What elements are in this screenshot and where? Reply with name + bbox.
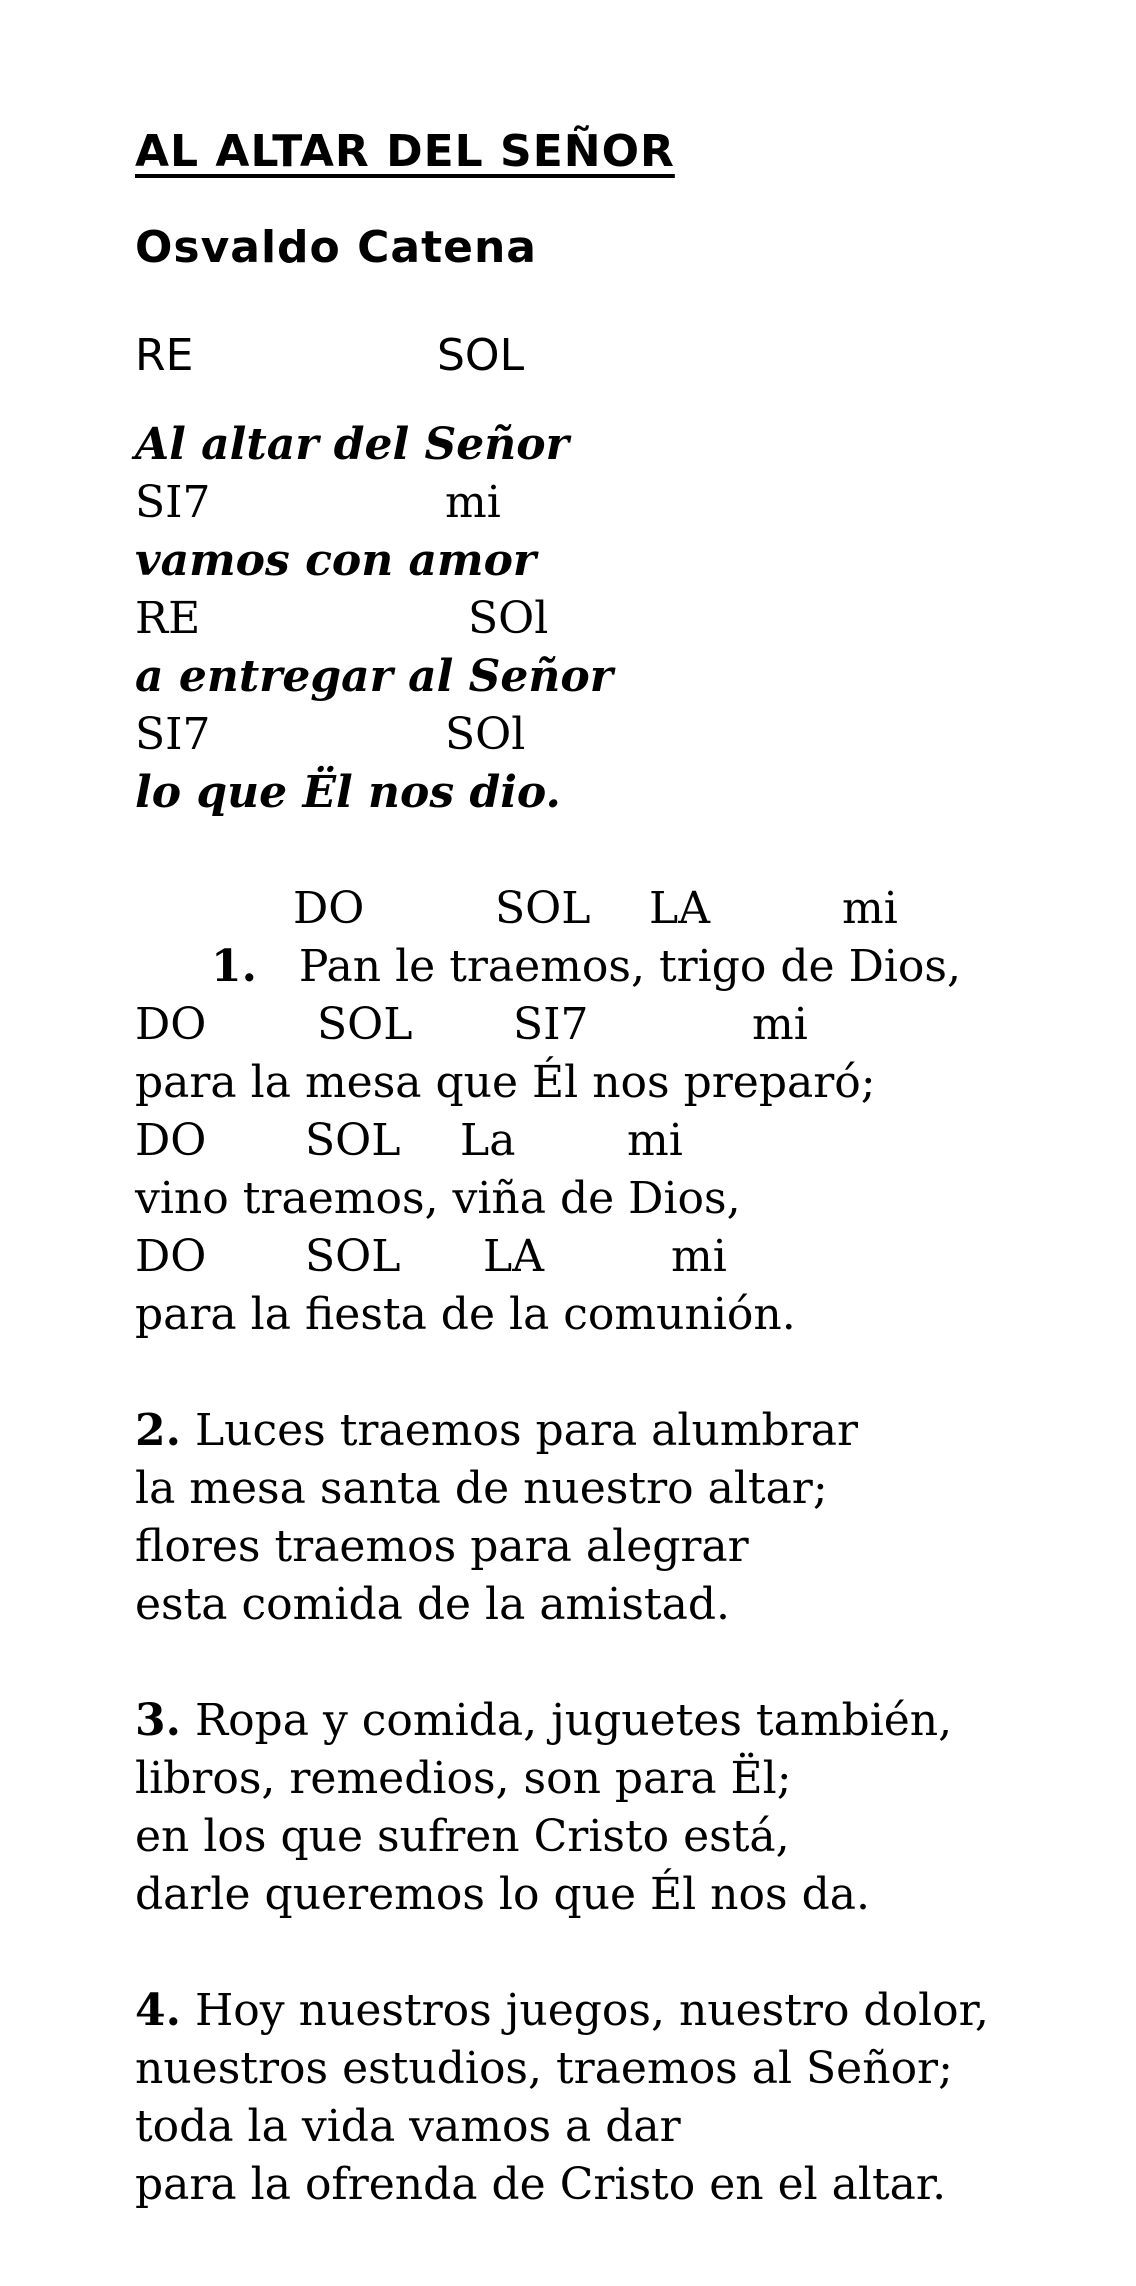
chord: LA <box>649 883 710 934</box>
chord: SI7 <box>135 709 211 760</box>
chord: SI7 <box>135 477 211 528</box>
chord: DO <box>135 1115 207 1166</box>
verse-number: 4. <box>135 1985 181 2036</box>
chord: mi <box>752 999 808 1050</box>
verse-line: darle queremos lo que Él nos da. <box>135 1869 870 1920</box>
verse-line <box>135 1982 989 2040</box>
verse-number: 3. <box>135 1695 181 1746</box>
song-title: AL ALTAR DEL SEÑOR <box>135 126 675 177</box>
verse-line <box>135 1692 952 1750</box>
intro-chord: RE <box>135 330 194 381</box>
chorus-line: vamos con amor <box>135 535 537 586</box>
chord: DO <box>135 1231 207 1282</box>
chord: DO <box>135 999 207 1050</box>
verse-line: en los que sufren Cristo está, <box>135 1811 790 1862</box>
chorus-line: lo que Ël nos dio. <box>135 767 561 818</box>
verse-text: Hoy nuestros juegos, nuestro dolor, <box>194 1985 989 2036</box>
chord: SI7 <box>513 999 589 1050</box>
chord: mi <box>627 1115 683 1166</box>
verse-text: Luces traemos para alumbrar <box>194 1405 858 1456</box>
chord: RE <box>135 593 201 644</box>
verse-line: vino traemos, viña de Dios, <box>135 1173 741 1224</box>
song-author: Osvaldo Catena <box>135 222 537 273</box>
verse-line: para la ofrenda de Cristo en el altar. <box>135 2159 947 2210</box>
chord: LA <box>483 1231 544 1282</box>
verse-line: esta comida de la amistad. <box>135 1579 730 1630</box>
verse-line: nuestros estudios, traemos al Señor; <box>135 2043 953 2094</box>
verse-line: para la mesa que Él nos preparó; <box>135 1057 876 1108</box>
intro-chord: SOL <box>437 330 525 381</box>
chord: La <box>460 1115 516 1166</box>
chord: SOL <box>317 999 413 1050</box>
chord: mi <box>842 883 898 934</box>
chord: SOl <box>445 709 526 760</box>
verse-line: toda la vida vamos a dar <box>135 2101 681 2152</box>
chord: DO <box>293 883 365 934</box>
chord: SOl <box>468 593 549 644</box>
verse-line: para la fiesta de la comunión. <box>135 1289 796 1340</box>
verse-line: la mesa santa de nuestro altar; <box>135 1463 828 1514</box>
verse-line <box>211 938 961 996</box>
chorus-line: a entregar al Señor <box>135 651 613 702</box>
verse-text: Ropa y comida, juguetes también, <box>194 1695 953 1746</box>
chord: SOL <box>305 1231 401 1282</box>
chord: SOL <box>305 1115 401 1166</box>
chorus-line: Al altar del Señor <box>135 419 569 470</box>
chord: mi <box>445 477 501 528</box>
verse-line <box>135 1402 858 1460</box>
verse-number: 1. <box>211 941 257 992</box>
verse-line: flores traemos para alegrar <box>135 1521 749 1572</box>
verse-number: 2. <box>135 1405 181 1456</box>
verse-text: Pan le traemos, trigo de Dios, <box>298 941 961 992</box>
chord: mi <box>671 1231 727 1282</box>
chord: SOL <box>495 883 591 934</box>
verse-line: libros, remedios, son para Ël; <box>135 1753 792 1804</box>
